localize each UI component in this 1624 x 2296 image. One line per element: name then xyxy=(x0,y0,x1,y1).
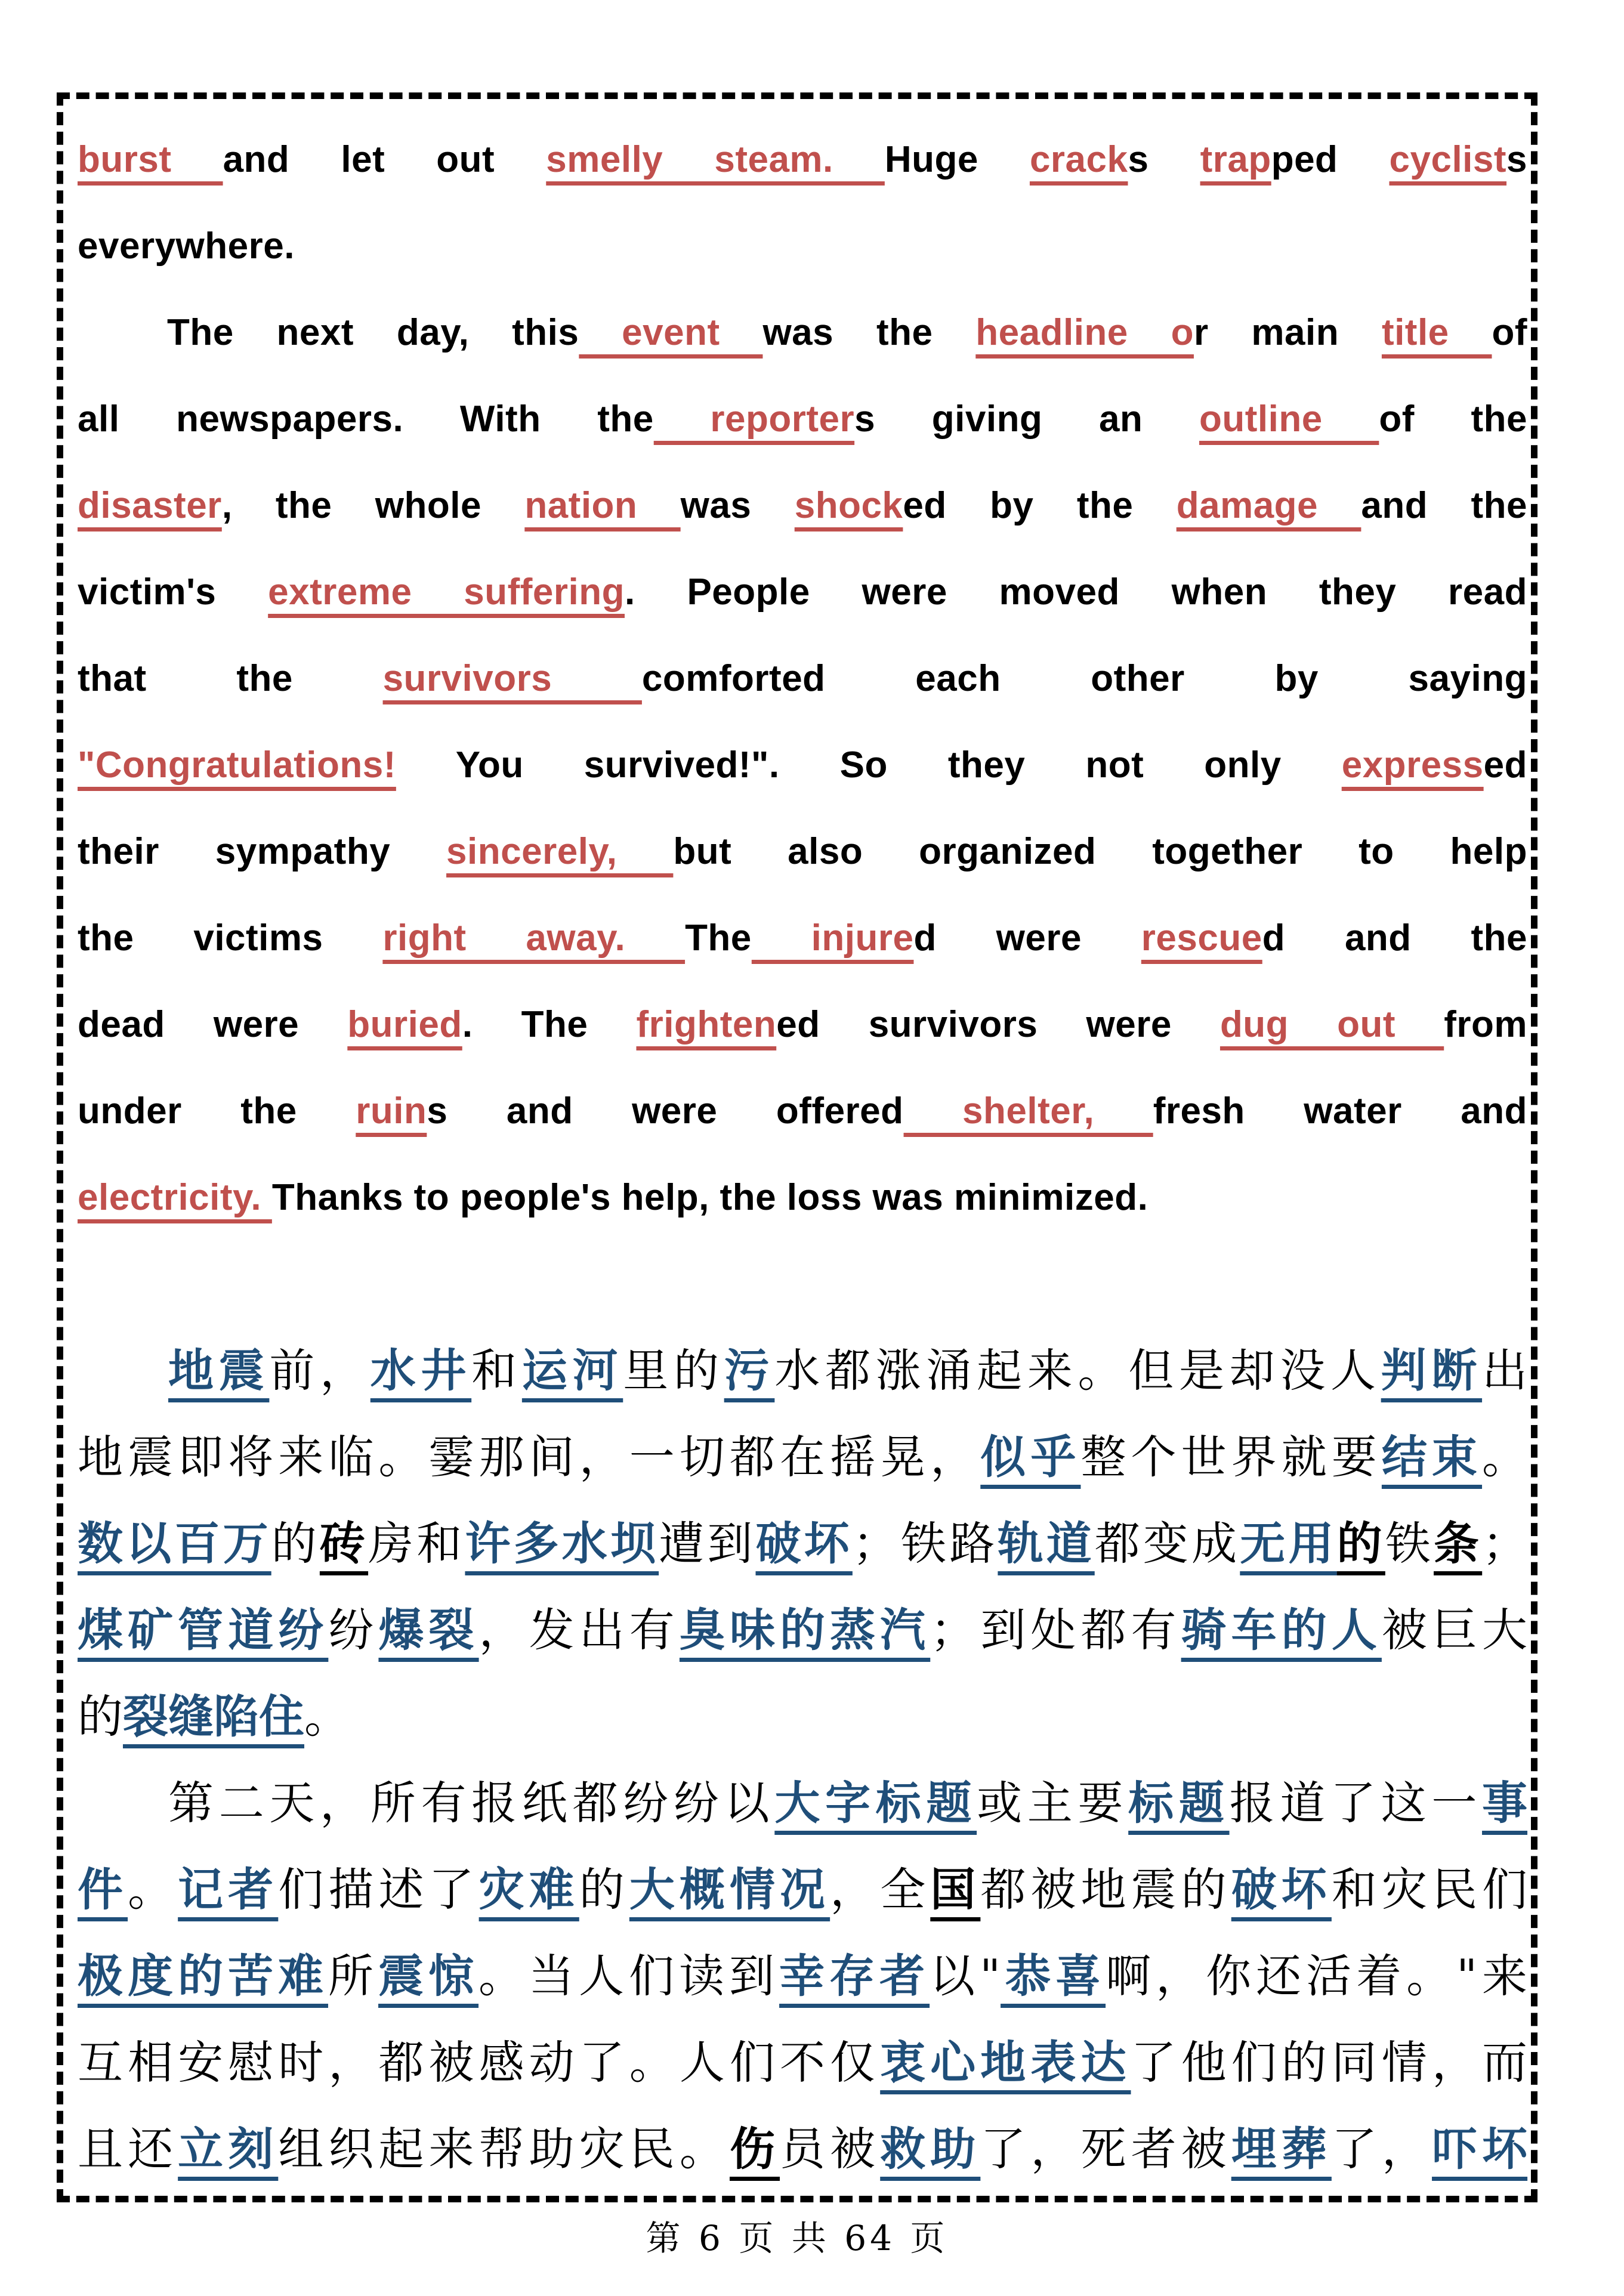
text-segment: 大字标题 xyxy=(774,1776,977,1830)
text-segment: buried xyxy=(347,1004,462,1045)
text-segment: ； xyxy=(1482,1517,1528,1570)
text-segment: 记者 xyxy=(178,1863,279,1916)
text-segment: was the xyxy=(762,312,976,353)
text-segment: Huge xyxy=(884,139,1030,180)
text-segment: shock xyxy=(794,485,903,526)
text-segment: ，发出有 xyxy=(478,1603,680,1657)
text-segment: but also organized together to help xyxy=(673,831,1527,872)
text-line xyxy=(78,722,1527,808)
text-segment: 第二天，所有报纸都纷纷以 xyxy=(168,1776,775,1830)
text-segment: s giving an xyxy=(854,398,1199,440)
text-segment: 伤 xyxy=(729,2122,780,2176)
text-segment: 。当人们读到 xyxy=(478,1949,780,2003)
blank-line xyxy=(78,1241,1527,1327)
text-segment: dug out xyxy=(1219,1004,1444,1045)
text-segment: from xyxy=(1444,1004,1527,1045)
text-segment: 。 xyxy=(304,1690,350,1743)
text-segment: 裂缝陷住 xyxy=(123,1690,304,1743)
text-segment: The xyxy=(685,917,752,959)
text-line xyxy=(78,635,1527,722)
text-segment: 被巨大 xyxy=(1381,1603,1528,1657)
text-segment: 都变成 xyxy=(1094,1517,1240,1570)
text-segment: 条 xyxy=(1434,1517,1483,1570)
text-segment: that the xyxy=(78,658,383,699)
text-segment: frighten xyxy=(636,1004,777,1045)
text-line xyxy=(78,549,1527,635)
text-segment: 埋葬 xyxy=(1231,2122,1332,2176)
text-segment: Thanks to people's help, the loss was minimized. xyxy=(271,1177,1148,1218)
text-line xyxy=(78,808,1527,895)
text-segment: fresh water and xyxy=(1153,1090,1528,1132)
text-segment: 大概情况 xyxy=(629,1863,830,1916)
text-segment: reporter xyxy=(653,398,855,440)
text-segment: their sympathy xyxy=(78,831,447,872)
text-segment: s and were offered xyxy=(427,1090,904,1132)
text-line xyxy=(78,1154,1527,1241)
text-segment: 地震 xyxy=(168,1344,270,1397)
text-segment: ，全 xyxy=(830,1863,931,1916)
text-segment: 们描述了 xyxy=(278,1863,479,1916)
text-line xyxy=(78,1327,1527,1414)
text-segment: 数以百万 xyxy=(78,1517,271,1570)
text-segment: dead were xyxy=(78,1004,348,1045)
text-segment: 立刻 xyxy=(178,2122,279,2176)
text-segment: , the whole xyxy=(221,485,525,526)
text-segment: 的 xyxy=(579,1863,629,1916)
text-body xyxy=(78,116,1527,2192)
text-segment: express xyxy=(1341,744,1484,786)
text-segment: 极度的苦难 xyxy=(78,1949,329,2003)
text-segment: 组织起来帮助灾民。 xyxy=(278,2122,730,2176)
text-segment: disaster xyxy=(78,485,222,526)
text-segment: 污 xyxy=(724,1344,775,1397)
text-segment: 臭味的蒸汽 xyxy=(679,1603,931,1657)
text-segment: shelter, xyxy=(903,1090,1153,1132)
text-segment: 遭到 xyxy=(659,1517,756,1570)
text-segment: 救助 xyxy=(880,2122,981,2176)
text-segment: 结束 xyxy=(1381,1430,1483,1484)
text-segment: 里的 xyxy=(623,1344,724,1397)
text-segment: the victims xyxy=(78,917,383,959)
text-segment: 且还 xyxy=(78,2122,178,2176)
text-segment: 和灾民们 xyxy=(1331,1863,1528,1916)
text-segment: 了，死者被 xyxy=(980,2122,1231,2176)
text-segment: 运河 xyxy=(521,1344,623,1397)
text-segment: victim's xyxy=(78,571,268,613)
text-segment: 国 xyxy=(930,1863,981,1916)
text-line xyxy=(78,1673,1527,1760)
text-segment: 。 xyxy=(1482,1430,1528,1484)
text-segment: 以" xyxy=(930,1949,1001,2003)
text-segment: 了， xyxy=(1331,2122,1432,2176)
text-segment: 水都涨涌起来。但是却没人 xyxy=(774,1344,1381,1397)
text-segment: cyclist xyxy=(1389,139,1507,180)
page-number: 第 6 页 共 64 页 xyxy=(646,2218,949,2258)
text-line xyxy=(78,1846,1527,1933)
text-segment: 员被 xyxy=(780,2122,881,2176)
text-segment: 啊，你还活着。"来 xyxy=(1106,1949,1528,2003)
text-segment: 幸存者 xyxy=(779,1949,930,2003)
text-segment: 无用 xyxy=(1240,1517,1337,1570)
text-segment: ；铁路 xyxy=(852,1517,998,1570)
text-segment: right away. xyxy=(382,917,686,959)
text-segment: s xyxy=(1128,139,1200,180)
text-line xyxy=(78,203,1527,289)
text-segment: 的 xyxy=(271,1517,320,1570)
text-segment: s xyxy=(1506,139,1528,180)
text-segment: 。 xyxy=(128,1863,178,1916)
text-segment: rescue xyxy=(1141,917,1262,959)
text-segment: 都被地震的 xyxy=(980,1863,1231,1916)
text-segment: survivors xyxy=(382,658,642,699)
text-segment: You survived!". So they not only xyxy=(396,744,1342,786)
text-segment: r main xyxy=(1193,312,1382,353)
text-segment: 出 xyxy=(1482,1344,1528,1397)
text-segment: 铁 xyxy=(1385,1517,1434,1570)
text-segment: 恭喜 xyxy=(1001,1949,1106,2003)
text-segment: nation xyxy=(524,485,681,526)
text-line xyxy=(78,376,1527,462)
text-segment: event xyxy=(579,312,763,353)
text-segment: was xyxy=(680,485,795,526)
text-segment: headline o xyxy=(975,312,1194,353)
text-segment: The next day, this xyxy=(167,312,579,353)
text-segment: 似乎 xyxy=(980,1430,1081,1484)
text-segment: electricity. xyxy=(78,1177,272,1218)
text-segment: and the xyxy=(1361,485,1527,526)
text-line xyxy=(78,1068,1527,1154)
text-segment: 破坏 xyxy=(755,1517,853,1570)
text-segment: injure xyxy=(751,917,914,959)
text-segment: and let out xyxy=(223,139,547,180)
text-segment: extreme suffering xyxy=(268,571,625,613)
text-segment: 判断 xyxy=(1381,1344,1483,1397)
text-segment: 所 xyxy=(328,1949,379,2003)
text-segment: ped xyxy=(1271,139,1390,180)
text-segment: ed survivors were xyxy=(776,1004,1220,1045)
text-line xyxy=(78,1933,1527,2019)
text-segment: damage xyxy=(1176,485,1361,526)
text-segment: 报道了这一 xyxy=(1229,1776,1483,1830)
text-segment: 事 xyxy=(1482,1776,1528,1830)
text-segment: . The xyxy=(462,1004,637,1045)
text-segment: d and the xyxy=(1262,917,1527,959)
text-segment: 或主要 xyxy=(977,1776,1129,1830)
text-segment: 吓坏 xyxy=(1432,2122,1528,2176)
text-segment: of the xyxy=(1379,398,1528,440)
text-segment: 了他们的同情，而 xyxy=(1131,2036,1528,2089)
text-segment: 煤矿管道纷 xyxy=(78,1603,329,1657)
text-segment: 许多水坝 xyxy=(465,1517,659,1570)
text-segment: of xyxy=(1492,312,1528,353)
text-segment: 和 xyxy=(471,1344,522,1397)
text-segment: burst xyxy=(78,139,223,180)
text-line xyxy=(78,2019,1527,2106)
text-segment: 纷 xyxy=(328,1603,379,1657)
text-line xyxy=(78,1587,1527,1673)
text-segment: ；到处都有 xyxy=(930,1603,1181,1657)
text-segment: everywhere. xyxy=(78,225,295,267)
text-segment: 件 xyxy=(78,1863,128,1916)
text-segment: 标题 xyxy=(1128,1776,1230,1830)
text-segment: title xyxy=(1381,312,1492,353)
text-segment: 房和 xyxy=(368,1517,465,1570)
text-line xyxy=(78,2106,1527,2192)
text-segment: 的 xyxy=(78,1690,123,1743)
text-line xyxy=(78,895,1527,981)
text-segment: 爆裂 xyxy=(378,1603,479,1657)
text-segment: trap xyxy=(1200,139,1271,180)
text-segment: 灾难 xyxy=(478,1863,579,1916)
text-segment: 骑车的人 xyxy=(1181,1603,1382,1657)
text-segment: all newspapers. With the xyxy=(78,398,654,440)
text-segment: smelly steam. xyxy=(546,139,885,180)
text-segment: 破坏 xyxy=(1231,1863,1332,1916)
text-segment: outline xyxy=(1199,398,1379,440)
text-segment: ed xyxy=(1483,744,1527,786)
text-segment: 水井 xyxy=(370,1344,472,1397)
text-line xyxy=(78,289,1527,376)
text-segment: 震惊 xyxy=(378,1949,479,2003)
text-segment: d were xyxy=(913,917,1141,959)
text-segment: ed by the xyxy=(903,485,1177,526)
text-line xyxy=(78,1500,1527,1587)
text-segment: . People were moved when they read xyxy=(624,571,1528,613)
text-segment: under the xyxy=(78,1090,356,1132)
text-segment: comforted each other by saying xyxy=(641,658,1527,699)
text-segment: 整个世界就要 xyxy=(1080,1430,1382,1484)
text-segment: 地震即将来临。霎那间，一切都在摇晃， xyxy=(78,1430,981,1484)
text-segment: "Congratulations! xyxy=(78,744,396,786)
text-segment: 轨道 xyxy=(998,1517,1095,1570)
text-segment: 互相安慰时，都被感动了。人们不仅 xyxy=(78,2036,881,2089)
text-segment: 前， xyxy=(269,1344,371,1397)
text-line xyxy=(78,116,1527,203)
text-segment: crack xyxy=(1029,139,1128,180)
text-segment: 衷心地表达 xyxy=(880,2036,1131,2089)
text-line xyxy=(78,462,1527,549)
text-segment: 砖 xyxy=(319,1517,369,1570)
text-line xyxy=(78,1414,1527,1500)
text-segment: ruin xyxy=(356,1090,427,1132)
text-line xyxy=(78,981,1527,1068)
text-segment: sincerely, xyxy=(446,831,674,872)
text-line xyxy=(78,1760,1527,1846)
text-segment: 的 xyxy=(1336,1517,1385,1570)
